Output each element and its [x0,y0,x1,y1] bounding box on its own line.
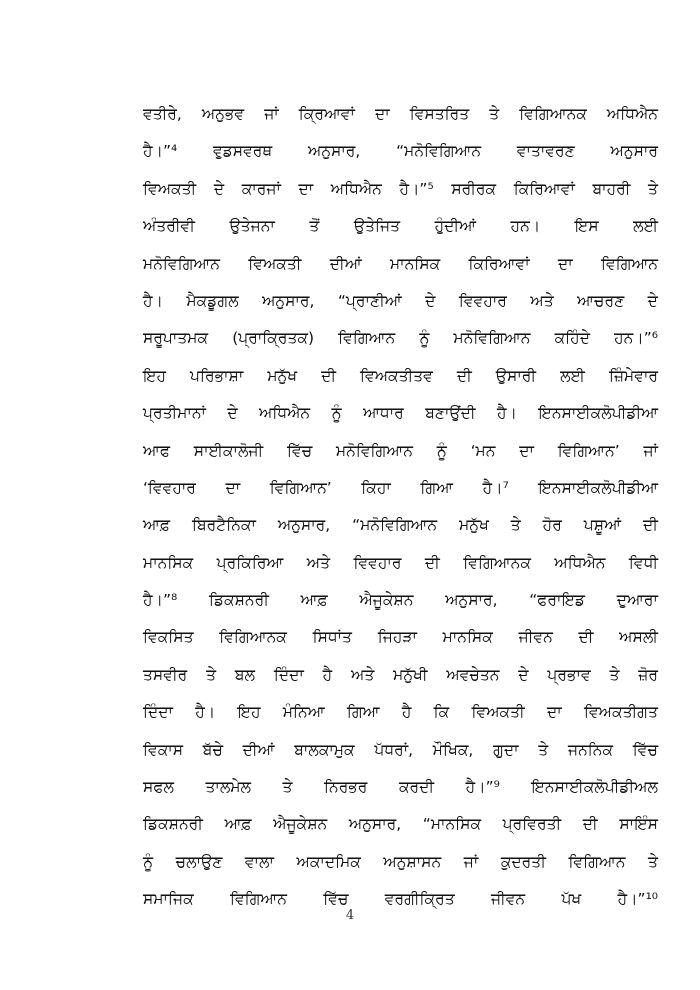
text-line: ਇਹ ਪਰਿਭਾਸ਼ਾ ਮਨੁੱਖ ਦੀ ਵਿਅਕਤੀਤਵ ਦੀ ਉਸਾਰੀ ਲਈ ਜ਼ਿੰਮੇਵਾਰ [143,366,658,385]
text-line: ਵਤੀਰੇ, ਅਨੁਭਵ ਜਾਂ ਕ੍ਰਿਆਵਾਂ ਦਾ ਵਿਸਤਰਿਤ ਤੇ ਵਿਗਿਆਨਕ ਅਧਿਐਨ [143,105,658,123]
text-line: ਮਨੋਵਿਗਿਆਨ ਵਿਅਕਤੀ ਦੀਆਂ ਮਾਨਸਿਕ ਕਿਰਿਆਵਾਂ ਦਾ ਵਿਗਿਆਨ [143,254,658,273]
text-line: ਵਿਅਕਤੀ ਦੇ ਕਾਰਜਾਂ ਦਾ ਅਧਿਐਨ ਹੈ।”⁵ ਸਰੀਰਕ ਕਿਰਿਆਵਾਂ ਬਾਹਰੀ ਤੇ [143,179,658,198]
text-line: ਹੈ।”⁸ ਡਿਕਸ਼ਨਰੀ ਆਫ਼ ਐਜੂਕੇਸ਼ਨ ਅਨੁਸਾਰ, “ਫਰਾਇਡ ਦੁਆਰਾ [143,591,658,610]
text-line: ਸਰੂਪਾਤਮਕ (ਪ੍ਰਾਕ੍ਰਿਤਕ) ਵਿਗਿਆਨ ਨੂੰ ਮਨੋਵਿਗਿਆਨ ਕਹਿੰਦੇ ਹਨ।”⁶ [143,329,658,348]
text-line: ‘ਵਿਵਹਾਰ ਦਾ ਵਿਗਿਆਨ’ ਕਿਹਾ ਗਿਆ ਹੈ।⁷ ਇਨਸਾਈਕਲੋਪੀਡੀਆ [143,478,658,497]
text-line: ਹੈ। ਮੈਕਡੂਗਲ ਅਨੁਸਾਰ, “ਪ੍ਰਾਣੀਆਂ ਦੇ ਵਿਵਹਾਰ ਅਤੇ ਆਚਰਣ ਦੇ [143,291,658,310]
page-number: 4 [345,908,355,923]
text-line: ਪ੍ਰਤੀਮਾਨਾਂ ਦੇ ਅਧਿਐਨ ਨੂੰ ਆਧਾਰ ਬਣਾਉਂਦੀ ਹੈ। ਇਨਸਾਈਕਲੋਪੀਡੀਆ [143,404,658,423]
body-text [143,96,658,919]
text-line: ਆਫ਼ ਬਿਰਟੈਨਿਕਾ ਅਨੁਸਾਰ, “ਮਨੋਵਿਗਿਆਨ ਮਨੁੱਖ ਤੇ ਹੋਰ ਪਸ਼ੂਆਂ ਦੀ [143,516,658,535]
text-line: ਦਿੰਦਾ ਹੈ। ਇਹ ਮੰਨਿਆ ਗਿਆ ਹੈ ਕਿ ਵਿਅਕਤੀ ਦਾ ਵਿਅਕਤੀਗਤ [143,703,658,722]
text-line: ਡਿਕਸ਼ਨਰੀ ਆਫ਼ ਐਜੂਕੇਸ਼ਨ ਅਨੁਸਾਰ, “ਮਾਨਸਿਕ ਪ੍ਰਵਿਰਤੀ ਦੀ ਸਾਇੰਸ [143,815,658,834]
text-line: ਤਸਵੀਰ ਤੇ ਬਲ ਦਿੰਦਾ ਹੈ ਅਤੇ ਮਨੁੱਖੀ ਅਵਚੇਤਨ ਦੇ ਪ੍ਰਭਾਵ ਤੇ ਜ਼ੋਰ [143,665,658,684]
text-line: ਨੂੰ ਚਲਾਉਣ ਵਾਲਾ ਅਕਾਦਮਿਕ ਅਨੁਸ਼ਾਸਨ ਜਾਂ ਕੁਦਰਤੀ ਵਿਗਿਆਨ ਤੇ [143,852,658,871]
text-line: ਮਾਨਸਿਕ ਪ੍ਰਕਿਰਿਆ ਅਤੇ ਵਿਵਹਾਰ ਦੀ ਵਿਗਿਆਨਕ ਅਧਿਐਨ ਵਿਧੀ [143,553,658,572]
text-line: ਸਫਲ ਤਾਲਮੇਲ ਤੇ ਨਿਰਭਰ ਕਰਦੀ ਹੈ।”⁹ ਇਨਸਾਈਕਲੋਪੀਡੀਅਲ [143,778,658,797]
text-line: ਵਿਕਸਿਤ ਵਿਗਿਆਨਕ ਸਿਧਾਂਤ ਜਿਹੜਾ ਮਾਨਸਿਕ ਜੀਵਨ ਦੀ ਅਸਲੀ [143,628,658,647]
text-line: ਅੰਤਰੀਵੀ ਉਤੇਜਨਾ ਤੋਂ ਉਤੇਜਿਤ ਹੁੰਦੀਆਂ ਹਨ। ਇਸ ਲਈ [143,217,658,236]
text-line: ਹੈ।”⁴ ਵੁਡਸਵਰਥ ਅਨੁਸਾਰ, “ਮਨੋਵਿਗਿਆਨ ਵਾਤਾਵਰਣ ਅਨੁਸਾਰ [143,142,658,161]
text-line: ਆਫ ਸਾਈਕਾਲੋਜੀ ਵਿੱਚ ਮਨੋਵਿਗਿਆਨ ਨੂੰ ‘ਮਨ ਦਾ ਵਿਗਿਆਨ’ ਜਾਂ [143,441,658,460]
text-line: ਵਿਕਾਸ ਬੱਚੇ ਦੀਆਂ ਬਾਲਕਾਮੁਕ ਪੱਧਰਾਂ, ਮੌਖਿਕ, ਗੁਦਾ ਤੇ ਜਨਨਿਕ ਵਿੱਚ [143,740,658,759]
text-line: ਸਮਾਜਿਕ ਵਿਗਿਆਨ ਵਿੱਚ ਵਰਗੀਕ੍ਰਿਤ ਜੀਵਨ ਪੱਖ ਹੈ।”¹⁰ [143,890,658,909]
